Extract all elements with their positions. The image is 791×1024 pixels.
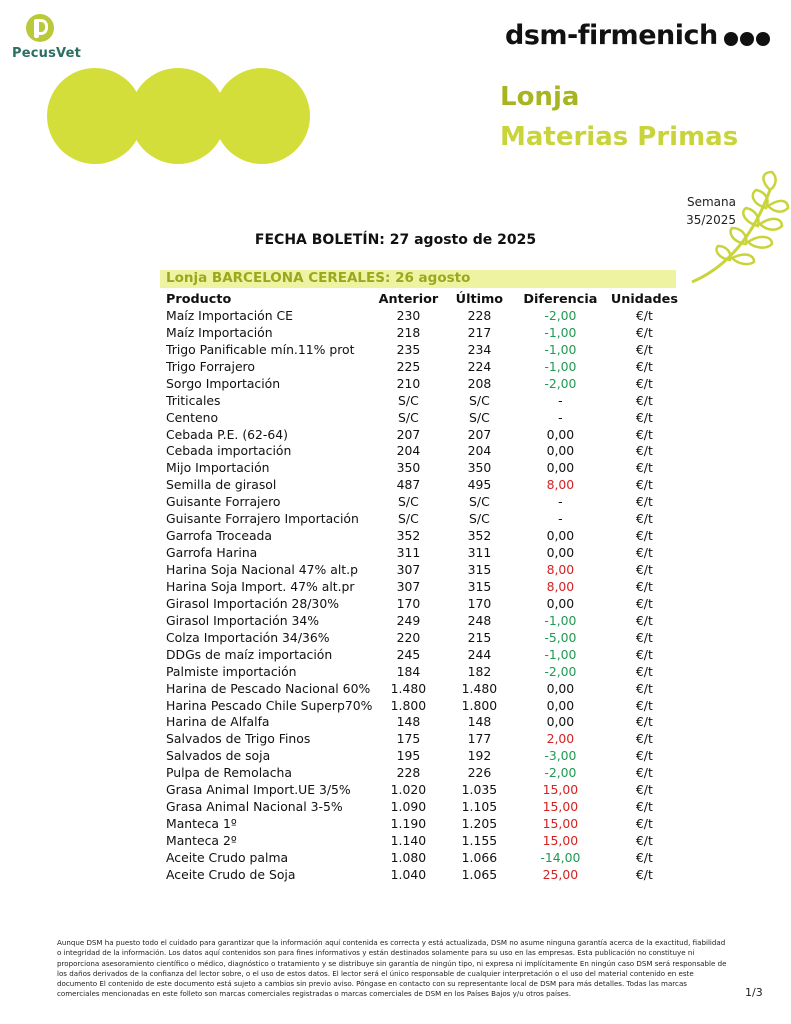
table-row <box>160 561 682 578</box>
cell-diferencia: 0,00 <box>546 426 575 442</box>
cell-diferencia: 0,00 <box>546 460 575 476</box>
cell-anterior: 218 <box>396 324 421 340</box>
cell-unidades: €/t <box>635 578 653 594</box>
cell-unidades: €/t <box>635 307 653 323</box>
cell-diferencia: -2,00 <box>544 307 577 323</box>
cell-unidades: €/t <box>635 663 653 679</box>
cell-ultimo: 215 <box>467 629 492 645</box>
table-row <box>160 849 682 866</box>
cell-producto: Guisante Forrajero <box>166 494 281 510</box>
cell-producto: Garrofa Harina <box>166 545 258 561</box>
cell-producto: Manteca 1º <box>166 816 237 832</box>
cell-unidades: €/t <box>635 426 653 442</box>
cell-diferencia: - <box>558 511 563 527</box>
cell-anterior: 352 <box>396 528 421 544</box>
cell-anterior: S/C <box>398 409 419 425</box>
table-row <box>160 375 682 392</box>
cell-unidades: €/t <box>635 629 653 645</box>
decorative-circle <box>130 68 226 164</box>
price-table-body <box>160 307 682 883</box>
table-row <box>160 476 682 493</box>
cell-unidades: €/t <box>635 477 653 493</box>
pecusvet-logo-text: PecusVet <box>12 46 82 61</box>
cell-diferencia: -2,00 <box>544 663 577 679</box>
cell-diferencia: -1,00 <box>544 646 577 662</box>
cell-producto: Harina de Pescado Nacional 60% <box>166 680 371 696</box>
cell-anterior: 228 <box>396 765 421 781</box>
cell-diferencia: -2,00 <box>544 765 577 781</box>
table-row <box>160 714 682 731</box>
cell-anterior: 184 <box>396 663 421 679</box>
cell-ultimo: 177 <box>467 731 492 747</box>
cell-producto: Grasa Animal Nacional 3-5% <box>166 799 343 815</box>
cell-producto: Aceite Crudo palma <box>166 849 289 865</box>
cell-ultimo: 208 <box>467 375 492 391</box>
cell-unidades: €/t <box>635 392 653 408</box>
table-row <box>160 832 682 849</box>
market-header <box>160 270 676 288</box>
week-label: Semana <box>686 195 736 209</box>
cell-unidades: €/t <box>635 849 653 865</box>
cell-diferencia: -2,00 <box>544 375 577 391</box>
cell-unidades: €/t <box>635 562 653 578</box>
cell-ultimo: 217 <box>467 324 492 340</box>
table-row <box>160 646 682 663</box>
cell-diferencia: - <box>558 392 563 408</box>
cell-anterior: 148 <box>396 714 421 730</box>
cell-unidades: €/t <box>635 731 653 747</box>
cell-diferencia: -14,00 <box>540 849 581 865</box>
cell-producto: Mijo Importación <box>166 460 270 476</box>
cell-diferencia: -3,00 <box>544 748 577 764</box>
cell-diferencia: 15,00 <box>542 816 579 832</box>
table-row <box>160 747 682 764</box>
cell-unidades: €/t <box>635 866 653 882</box>
cell-anterior: S/C <box>398 392 419 408</box>
table-row <box>160 358 682 375</box>
cell-diferencia: 0,00 <box>546 595 575 611</box>
cell-producto: Sorgo Importación <box>166 375 281 391</box>
table-row <box>160 527 682 544</box>
cell-producto: Cebada importación <box>166 443 292 459</box>
cell-producto: Girasol Importación 34% <box>166 612 320 628</box>
cell-diferencia: -1,00 <box>544 358 577 374</box>
col-unidades: Unidades <box>610 291 678 307</box>
cell-anterior: 175 <box>396 731 421 747</box>
cell-anterior: 307 <box>396 578 421 594</box>
cell-diferencia: 8,00 <box>546 578 575 594</box>
table-row <box>160 680 682 697</box>
table-row <box>160 307 682 324</box>
cell-producto: Harina Pescado Chile Superp70% <box>166 697 373 713</box>
cell-ultimo: 226 <box>467 765 492 781</box>
cell-anterior: 210 <box>396 375 421 391</box>
cell-producto: Manteca 2º <box>166 833 237 849</box>
cell-ultimo: 182 <box>467 663 492 679</box>
dsm-firmenich-logo: dsm-firmenich <box>505 20 718 51</box>
page-title: Lonja <box>500 82 580 112</box>
cell-unidades: €/t <box>635 646 653 662</box>
disclaimer-text: Aunque DSM ha puesto todo el cuidado para garantizar que la información aquí contenida es correcta y está actualizada, DSM no asume ninguna garantía acerca de la exactitud, fiabilidad o integridad de la información. Los datos aquí contenidos son para fines informativos y están destinados solamente para su uso en las empresas. Esta publicación no constituye ni proporciona asesoramiento científico o médico, diagnóstico o tratamiento y se distribuye sin garantía de ningún tipo, ni expresa ni implícitamente En ningún caso DSM será responsable de los daños derivados de la confianza del lector sobre, o el uso de estos datos. El lector será el único responsable de cualquier interpretación o el uso del material contenido en este documento El contenido de este documento está sujeto a cambios sin previo aviso. Póngase en contacto con su representante local de DSM para más detalles. Todas las marcas comerciales mencionadas en este folleto son marcas comerciales registradas o marcas comerciales de DSM en los Países Bajos y/u otros países. <box>57 938 727 999</box>
cell-diferencia: 15,00 <box>542 799 579 815</box>
cell-ultimo: 1.066 <box>461 849 498 865</box>
cell-unidades: €/t <box>635 528 653 544</box>
cell-anterior: 307 <box>396 562 421 578</box>
cell-diferencia: 0,00 <box>546 680 575 696</box>
cell-ultimo: 495 <box>467 477 492 493</box>
cell-unidades: €/t <box>635 443 653 459</box>
cell-ultimo: 352 <box>467 528 492 544</box>
cell-anterior: 487 <box>396 477 421 493</box>
cell-unidades: €/t <box>635 612 653 628</box>
cell-ultimo: 224 <box>467 358 492 374</box>
table-header-row <box>160 291 682 307</box>
decorative-circle <box>214 68 310 164</box>
cell-producto: Harina Soja Nacional 47% alt.p <box>166 562 358 578</box>
cell-diferencia: 0,00 <box>546 528 575 544</box>
cell-diferencia: -1,00 <box>544 341 577 357</box>
cell-producto: Cebada P.E. (62-64) <box>166 426 288 442</box>
cell-unidades: €/t <box>635 409 653 425</box>
cell-anterior: 235 <box>396 341 421 357</box>
cell-anterior: 195 <box>396 748 421 764</box>
cell-ultimo: 1.035 <box>461 782 498 798</box>
table-row <box>160 595 682 612</box>
cell-anterior: 1.480 <box>390 680 427 696</box>
cell-producto: Harina Soja Import. 47% alt.pr <box>166 578 355 594</box>
wheat-icon <box>690 170 790 290</box>
dsm-dots-icon <box>724 32 770 46</box>
cell-ultimo: 315 <box>467 562 492 578</box>
cell-anterior: 245 <box>396 646 421 662</box>
cell-diferencia: - <box>558 494 563 510</box>
col-producto: Producto <box>166 291 232 307</box>
cell-diferencia: 0,00 <box>546 443 575 459</box>
price-table <box>160 291 682 883</box>
cell-diferencia: 8,00 <box>546 477 575 493</box>
cell-anterior: 207 <box>396 426 421 442</box>
cell-unidades: €/t <box>635 748 653 764</box>
cell-ultimo: 1.105 <box>461 799 498 815</box>
cell-unidades: €/t <box>635 341 653 357</box>
cell-producto: Maíz Importación CE <box>166 307 293 323</box>
cell-anterior: S/C <box>398 511 419 527</box>
cell-ultimo: 148 <box>467 714 492 730</box>
cell-ultimo: S/C <box>469 392 490 408</box>
cell-anterior: 350 <box>396 460 421 476</box>
cell-diferencia: 0,00 <box>546 545 575 561</box>
cell-producto: Palmiste importación <box>166 663 297 679</box>
cell-unidades: €/t <box>635 358 653 374</box>
cell-producto: Semilla de girasol <box>166 477 277 493</box>
cell-diferencia: 0,00 <box>546 697 575 713</box>
cell-anterior: 311 <box>396 545 421 561</box>
cell-unidades: €/t <box>635 816 653 832</box>
page-subtitle: Materias Primas <box>500 122 739 152</box>
table-row <box>160 815 682 832</box>
cell-ultimo: 228 <box>467 307 492 323</box>
cell-producto: Salvados de soja <box>166 748 271 764</box>
cell-ultimo: 204 <box>467 443 492 459</box>
table-row <box>160 781 682 798</box>
cell-diferencia: 8,00 <box>546 562 575 578</box>
cell-producto: Garrofa Troceada <box>166 528 273 544</box>
cell-ultimo: 1.800 <box>461 697 498 713</box>
cell-anterior: 1.140 <box>390 833 427 849</box>
table-row <box>160 409 682 426</box>
table-row <box>160 459 682 476</box>
cell-unidades: €/t <box>635 511 653 527</box>
table-row <box>160 510 682 527</box>
cell-anterior: S/C <box>398 494 419 510</box>
table-row <box>160 341 682 358</box>
cell-unidades: €/t <box>635 697 653 713</box>
cell-producto: Salvados de Trigo Finos <box>166 731 311 747</box>
table-row <box>160 392 682 409</box>
cell-producto: Grasa Animal Import.UE 3/5% <box>166 782 351 798</box>
cell-unidades: €/t <box>635 595 653 611</box>
cell-unidades: €/t <box>635 324 653 340</box>
cell-anterior: 1.800 <box>390 697 427 713</box>
cell-anterior: 170 <box>396 595 421 611</box>
cell-ultimo: S/C <box>469 494 490 510</box>
cell-producto: Guisante Forrajero Importación <box>166 511 359 527</box>
cell-unidades: €/t <box>635 680 653 696</box>
table-row <box>160 544 682 561</box>
table-row <box>160 730 682 747</box>
cell-ultimo: 248 <box>467 612 492 628</box>
cell-ultimo: 1.205 <box>461 816 498 832</box>
cell-diferencia: -1,00 <box>544 612 577 628</box>
cell-unidades: €/t <box>635 765 653 781</box>
cell-unidades: €/t <box>635 799 653 815</box>
cell-unidades: €/t <box>635 375 653 391</box>
cell-diferencia: -1,00 <box>544 324 577 340</box>
table-row <box>160 663 682 680</box>
cell-producto: Harina de Alfalfa <box>166 714 270 730</box>
cell-unidades: €/t <box>635 782 653 798</box>
cell-diferencia: 0,00 <box>546 714 575 730</box>
market-header-label: Lonja BARCELONA CEREALES: 26 agosto <box>166 270 471 286</box>
cell-producto: Maíz Importación <box>166 324 273 340</box>
pecusvet-logo-icon <box>26 14 54 42</box>
cell-ultimo: 1.065 <box>461 866 498 882</box>
table-row <box>160 764 682 781</box>
cell-ultimo: 1.155 <box>461 833 498 849</box>
cell-ultimo: 311 <box>467 545 492 561</box>
cell-unidades: €/t <box>635 714 653 730</box>
table-row <box>160 578 682 595</box>
week-indicator <box>686 193 736 229</box>
cell-anterior: 230 <box>396 307 421 323</box>
cell-unidades: €/t <box>635 545 653 561</box>
cell-unidades: €/t <box>635 460 653 476</box>
cell-unidades: €/t <box>635 494 653 510</box>
bulletin-date: FECHA BOLETÍN: 27 agosto de 2025 <box>254 232 537 248</box>
table-row <box>160 324 682 341</box>
cell-diferencia: 15,00 <box>542 833 579 849</box>
cell-diferencia: 2,00 <box>546 731 575 747</box>
cell-ultimo: 234 <box>467 341 492 357</box>
cell-ultimo: 207 <box>467 426 492 442</box>
cell-ultimo: 170 <box>467 595 492 611</box>
table-row <box>160 612 682 629</box>
cell-ultimo: 1.480 <box>461 680 498 696</box>
cell-diferencia: -5,00 <box>544 629 577 645</box>
cell-diferencia: 25,00 <box>542 866 579 882</box>
cell-anterior: 225 <box>396 358 421 374</box>
cell-producto: Aceite Crudo de Soja <box>166 866 296 882</box>
cell-producto: DDGs de maíz importación <box>166 646 333 662</box>
cell-anterior: 249 <box>396 612 421 628</box>
cell-producto: Trigo Forrajero <box>166 358 255 374</box>
cell-anterior: 1.020 <box>390 782 427 798</box>
cell-producto: Centeno <box>166 409 219 425</box>
col-ultimo: Último <box>455 291 504 307</box>
col-diferencia: Diferencia <box>523 291 598 307</box>
table-row <box>160 426 682 443</box>
table-row <box>160 697 682 714</box>
page-number: 1/3 <box>745 986 763 999</box>
cell-ultimo: 244 <box>467 646 492 662</box>
table-row <box>160 443 682 460</box>
table-row <box>160 629 682 646</box>
cell-producto: Triticales <box>166 392 221 408</box>
cell-producto: Pulpa de Remolacha <box>166 765 292 781</box>
cell-ultimo: S/C <box>469 511 490 527</box>
table-row <box>160 493 682 510</box>
cell-producto: Girasol Importación 28/30% <box>166 595 339 611</box>
table-row <box>160 866 682 883</box>
cell-anterior: 1.080 <box>390 849 427 865</box>
cell-producto: Trigo Panificable mín.11% prot <box>166 341 355 357</box>
decorative-circle <box>47 68 143 164</box>
cell-ultimo: 192 <box>467 748 492 764</box>
cell-diferencia: 15,00 <box>542 782 579 798</box>
cell-producto: Colza Importación 34/36% <box>166 629 330 645</box>
week-value: 35/2025 <box>686 213 736 227</box>
cell-anterior: 1.190 <box>390 816 427 832</box>
cell-ultimo: 350 <box>467 460 492 476</box>
col-anterior: Anterior <box>378 291 439 307</box>
cell-ultimo: 315 <box>467 578 492 594</box>
cell-diferencia: - <box>558 409 563 425</box>
table-row <box>160 798 682 815</box>
cell-anterior: 220 <box>396 629 421 645</box>
cell-anterior: 1.090 <box>390 799 427 815</box>
cell-ultimo: S/C <box>469 409 490 425</box>
cell-anterior: 204 <box>396 443 421 459</box>
cell-anterior: 1.040 <box>390 866 427 882</box>
cell-unidades: €/t <box>635 833 653 849</box>
